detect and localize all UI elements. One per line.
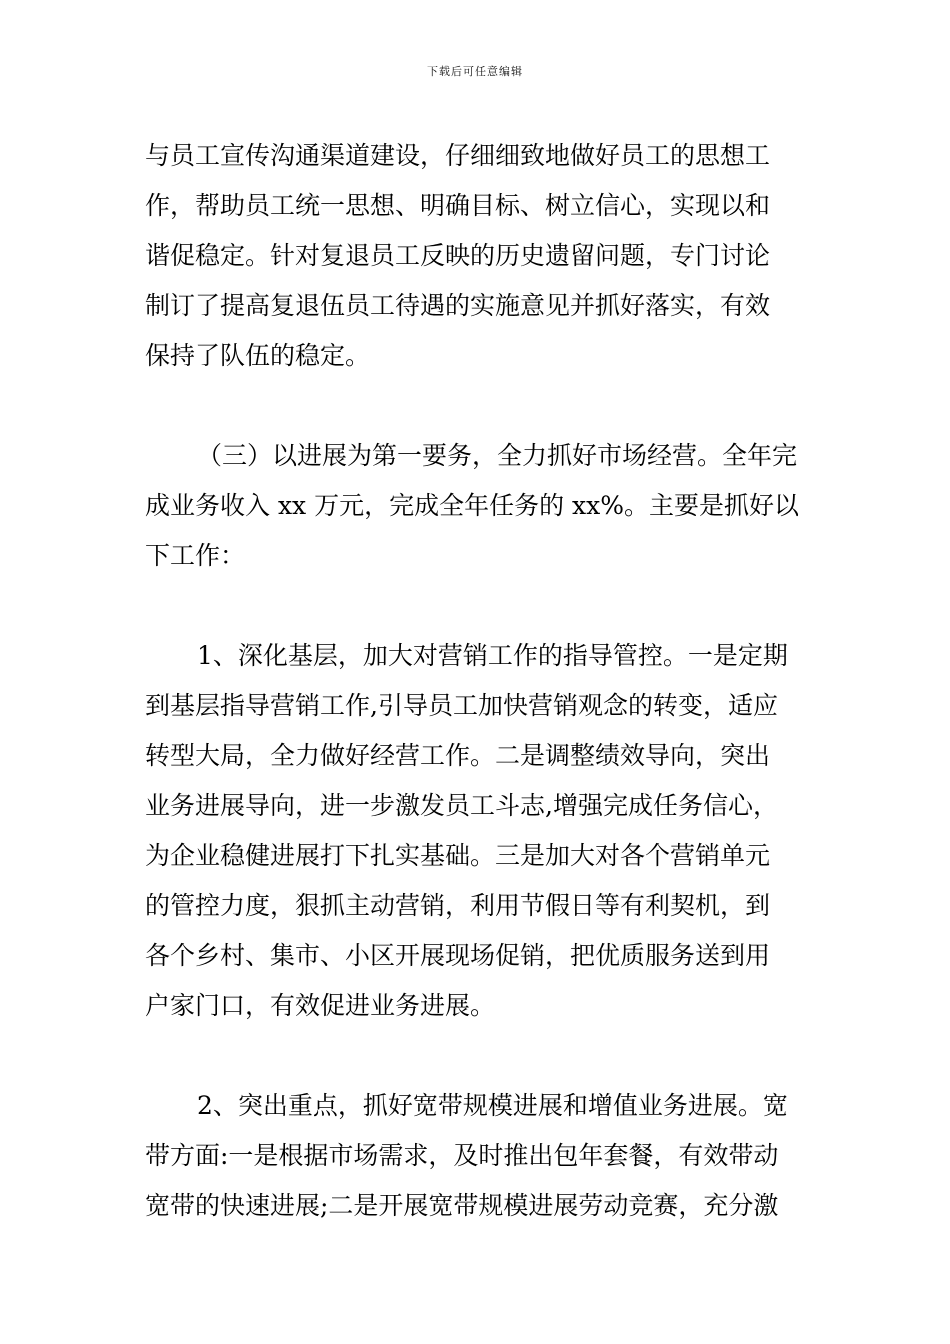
text-line: 谐促稳定。针对复退员工反映的历史遗留问题，专门讨论 <box>145 241 771 270</box>
text-line: 宽带的快速进展;二是开展宽带规模进展劳动竞赛，充分激 <box>145 1191 779 1220</box>
text-line: 作，帮助员工统一思想、明确目标、树立信心，实现以和 <box>145 191 771 220</box>
paragraph-gap <box>145 581 810 631</box>
text-line: 转型大局，全力做好经营工作。二是调整绩效导向，突出 <box>145 741 771 770</box>
text-line: 为企业稳健进展打下扎实基础。三是加大对各个营销单元 <box>145 841 771 870</box>
text-line: 制订了提高复退伍员工待遇的实施意见并抓好落实，有效 <box>145 291 771 320</box>
text-line: 与员工宣传沟通渠道建设，仔细细致地做好员工的思想工 <box>145 141 771 170</box>
text-line: 保持了队伍的稳定。 <box>145 341 371 370</box>
text-line: （三）以进展为第一要务，全力抓好市场经营。全年完 <box>197 441 798 470</box>
text-line: 到基层指导营销工作,引导员工加快营销观念的转变，适应 <box>145 691 778 720</box>
text-line: 户家门口，有效促进业务进展。 <box>145 991 496 1020</box>
paragraph-item-one <box>145 631 810 1031</box>
text-line: 业务进展导向，进一步激发员工斗志,增强完成任务信心， <box>145 791 778 820</box>
text-line: 各个乡村、集市、小区开展现场促销，把优质服务送到用 <box>145 941 771 970</box>
paragraph-gap <box>145 381 810 431</box>
document-body <box>145 131 810 1231</box>
paragraph-section-three <box>145 431 810 581</box>
text-line: 下工作： <box>145 541 246 570</box>
text-line: 的管控力度，狠抓主动营销，利用节假日等有利契机，到 <box>145 891 771 920</box>
paragraph-item-two <box>145 1081 810 1231</box>
page-header: 下载后可任意编辑 <box>427 65 523 78</box>
text-line: 带方面:一是根据市场需求，及时推出包年套餐，有效带动 <box>145 1141 779 1170</box>
text-line: 2、突出重点，抓好宽带规模进展和增值业务进展。宽 <box>197 1091 788 1120</box>
text-line: 1、深化基层，加大对营销工作的指导管控。一是定期 <box>197 641 788 670</box>
text-line: 成业务收入 xx 万元，完成全年任务的 xx%。主要是抓好以 <box>145 491 799 520</box>
paragraph-gap <box>145 1031 810 1081</box>
paragraph-staff-communication <box>145 131 810 381</box>
